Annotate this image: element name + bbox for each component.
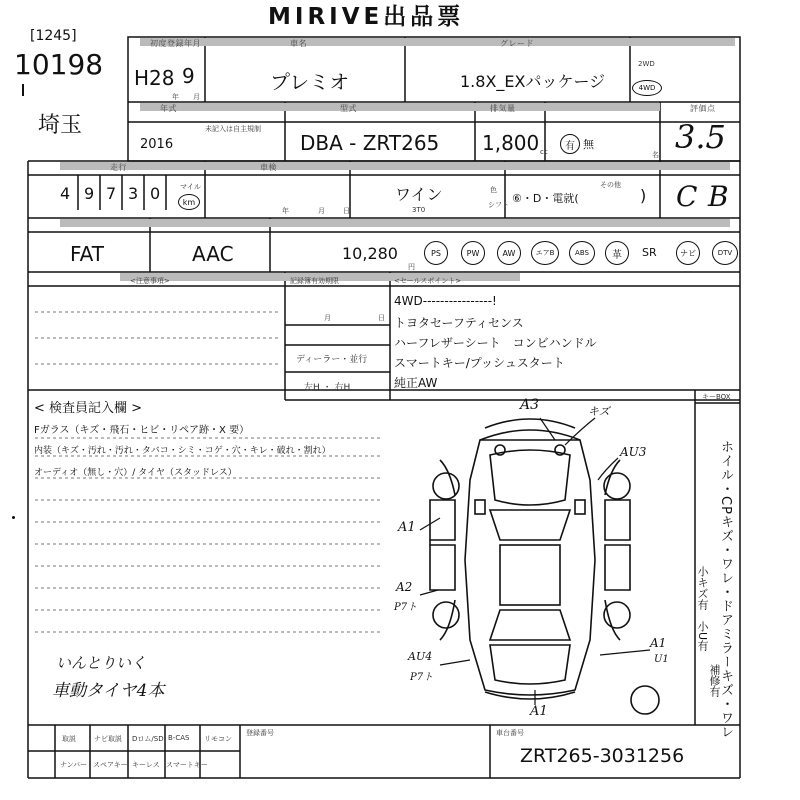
car-name: プレミオ	[270, 70, 350, 94]
equip-airbag-label: エアB	[535, 249, 555, 257]
key-box-main-note: ホイル・CPキズ・ワレ・ドアミラーキズ・ワレ	[718, 440, 733, 739]
footer-item-number: ナンバー	[60, 761, 88, 769]
mileage-digit-4: 3	[128, 184, 139, 203]
sales-point-3: ハーフレザーシート コンビハンドル	[394, 336, 597, 350]
month-unit: 月	[193, 93, 200, 101]
inspection-day-unit: 日	[343, 207, 350, 215]
displacement-label: 排気量	[490, 104, 516, 113]
score: 3.5	[675, 118, 726, 156]
shift-options: ⑥・D・電就(	[512, 192, 579, 205]
equip-navi-label: ナビ	[680, 248, 696, 258]
sales-point-2: トヨタセーフティセンス	[394, 316, 524, 330]
footer-item-remote: リモコン	[204, 735, 232, 743]
mark-au4-sub: P7ト	[410, 672, 434, 683]
equip-pw-label: PW	[466, 248, 480, 258]
shift-close-paren: )	[640, 186, 647, 205]
hand-note-2: 車動タイヤ4本	[52, 681, 165, 701]
drive-2wd: 2WD	[638, 60, 655, 68]
key-box-label: キーBOX	[702, 393, 731, 401]
mileage-digit-1: 4	[60, 184, 71, 203]
first-reg-month: 9	[182, 64, 195, 88]
model-year: 2016	[140, 137, 174, 152]
left-margin-tick	[22, 84, 24, 96]
chassis-label: 車台番号	[496, 729, 524, 737]
color-code: 3T0	[412, 206, 426, 214]
mark-au3: AU3	[620, 445, 647, 459]
displacement: 1,800	[482, 131, 540, 155]
cc-unit: cc	[540, 148, 548, 156]
equip-leather-label: 革	[612, 249, 622, 261]
equip-ps-label: PS	[431, 248, 441, 258]
sales-point-5: 純正AW	[394, 376, 438, 390]
document-title: MIRIVE出品票	[268, 4, 465, 30]
inspector-heading: < 検査員記入欄 >	[34, 401, 143, 416]
year-unit: 年	[172, 93, 179, 101]
inspection-year-unit: 年	[282, 207, 289, 215]
name-unit: 名	[652, 151, 659, 159]
grade-label: グレード	[500, 39, 534, 48]
mileage-label: 走行	[110, 163, 127, 172]
other-label: その他	[600, 181, 621, 189]
mark-a1-left: A1	[398, 520, 416, 535]
record-month: 月	[324, 314, 331, 322]
mark-a1-right: A1	[650, 636, 667, 650]
mileage-digit-2: 9	[84, 184, 95, 203]
car-name-label: 車名	[290, 39, 307, 48]
mark-a3-top: A3	[520, 397, 540, 413]
footer-item-navi-manual: ナビ取説	[94, 735, 122, 743]
key-box-sub-note-1: 小キズ有 小U有	[696, 566, 709, 652]
interior-score: C	[676, 180, 698, 213]
inspector-line-1: Fガラス（キズ・飛石・ヒビ・リペア跡・X 要）	[34, 425, 250, 436]
footer-item-smart-key: スマートキー	[166, 761, 208, 769]
scan-mark	[12, 516, 15, 519]
shift-label: シフト	[488, 201, 509, 209]
steering-label: 左H ・ 右H	[304, 383, 351, 393]
unit-km: km	[182, 197, 196, 207]
dealer-label: ディーラー・並行	[296, 355, 368, 365]
prefecture: 埼玉	[38, 113, 83, 138]
sales-point-1: 4WD----------------!	[394, 294, 497, 308]
mark-au4: AU4	[408, 650, 433, 663]
footer-item-drom: Dロム/SD	[132, 735, 164, 743]
grade: 1.8X_EXパッケージ	[460, 72, 606, 91]
footer-item-keyless: キーレス	[132, 761, 160, 769]
turbo-yes: 有	[565, 140, 575, 152]
lot-number: 10198	[14, 48, 104, 81]
hand-note-1: いんとりいく	[56, 654, 147, 672]
color: ワイン	[395, 185, 443, 204]
reg-number-label: 登録番号	[246, 729, 274, 737]
mileage-digit-3: 7	[106, 184, 117, 203]
model: DBA - ZRT265	[300, 131, 440, 155]
mark-a2: A2	[396, 580, 413, 594]
unit-mile: マイル	[180, 183, 201, 191]
mark-a1-right-sub: U1	[654, 654, 669, 665]
footer-item-bcas: B-CAS	[168, 734, 190, 742]
mark-a1-bottom: A1	[530, 704, 548, 719]
inspection-month-unit: 月	[318, 207, 325, 215]
lot-box-number: [1245]	[30, 28, 77, 44]
price-unit: 円	[408, 263, 415, 271]
unregistered-note: 未記入は自主規制	[205, 125, 261, 133]
mileage-digit-5: 0	[150, 184, 161, 203]
inspector-line-3: オーディオ（無し・穴）/ タイヤ（スタッドレス）	[34, 468, 237, 478]
chassis-number: ZRT265-3031256	[520, 745, 685, 767]
footer-item-spare-key: スペアキー	[93, 761, 128, 769]
inspection-label: 車検	[260, 163, 277, 172]
price: 10,280	[342, 244, 398, 263]
model-year-label: 年式	[160, 104, 177, 113]
ac: AAC	[192, 242, 234, 266]
score-label: 評価点	[690, 104, 716, 113]
first-reg-era-year: H28	[134, 66, 175, 90]
record-label: 記録簿有効期限	[290, 277, 339, 285]
sales-point-label: <セールスポイント>	[394, 277, 462, 285]
inspector-line-2: 内装（キズ・汚れ・汚れ・タバコ・シミ・コゲ・穴・キレ・破れ・割れ）	[34, 446, 331, 456]
mark-kizu: キズ	[588, 405, 610, 418]
first-reg-label: 初度登録年月	[150, 39, 201, 48]
key-box-sub-note-2: 補修有	[708, 664, 721, 697]
mark-a2-sub: P7ト	[394, 602, 418, 613]
footer-item-manual: 取説	[62, 735, 76, 743]
equip-aw-label: AW	[502, 248, 516, 258]
equip-sr: SR	[642, 246, 657, 259]
equip-dtv-label: DTV	[717, 249, 733, 257]
sales-point-4: スマートキー/プッシュスタート	[394, 356, 565, 370]
record-day: 日	[378, 314, 385, 322]
color-label: 色	[490, 186, 497, 194]
exterior-score: B	[708, 180, 729, 213]
caution-label: <注意事項>	[130, 277, 170, 285]
equip-abs-label: ABS	[575, 249, 589, 257]
fuel: FAT	[70, 242, 105, 266]
model-label: 型式	[340, 104, 357, 113]
turbo-no: 無	[583, 138, 594, 151]
drive-4wd: 4WD	[638, 84, 656, 92]
